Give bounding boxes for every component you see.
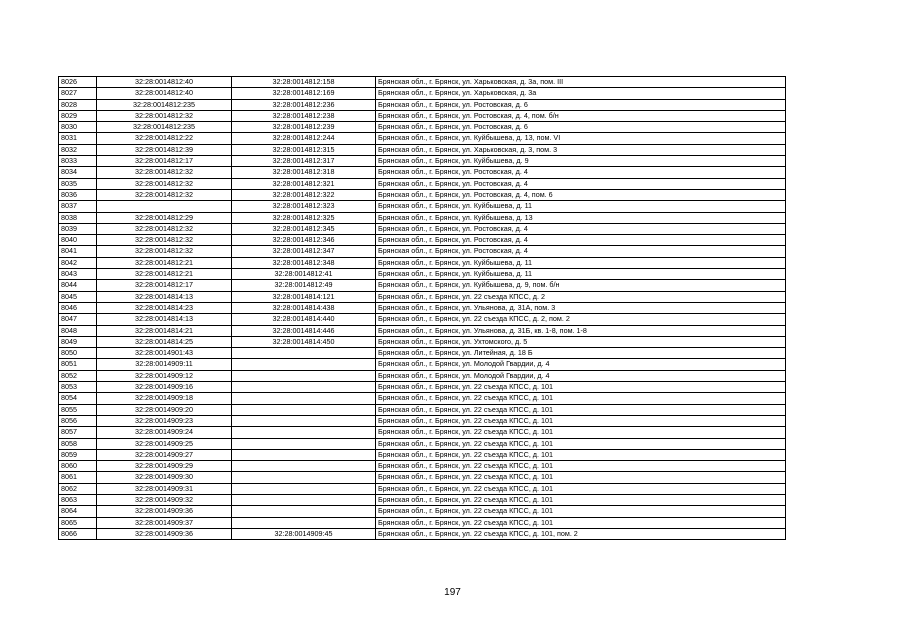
address-cell: Брянская обл., г. Брянск, ул. Куйбышева, д. 11 — [376, 269, 786, 280]
cadastral-number-cell: 32:28:0014812:325 — [232, 212, 376, 223]
parent-cadastral-number-cell: 32:28:0014812:39 — [97, 144, 232, 155]
address-cell: Брянская обл., г. Брянск, ул. Ульянова, д. 31Б, кв. 1-8, пом. 1-8 — [376, 325, 786, 336]
row-number-cell: 8031 — [59, 133, 97, 144]
address-cell: Брянская обл., г. Брянск, ул. Ухтомского, д. 5 — [376, 336, 786, 347]
cadastral-number-cell — [232, 494, 376, 505]
address-cell: Брянская обл., г. Брянск, ул. Куйбышева, д. 11 — [376, 257, 786, 268]
address-cell: Брянская обл., г. Брянск, ул. 22 съезда КПСС, д. 101 — [376, 415, 786, 426]
address-cell: Брянская обл., г. Брянск, ул. 22 съезда КПСС, д. 101 — [376, 449, 786, 460]
row-number-cell: 8043 — [59, 269, 97, 280]
address-cell: Брянская обл., г. Брянск, ул. 22 съезда КПСС, д. 101 — [376, 472, 786, 483]
row-number-cell: 8044 — [59, 280, 97, 291]
row-number-cell: 8051 — [59, 359, 97, 370]
row-number-cell: 8059 — [59, 449, 97, 460]
parent-cadastral-number-cell: 32:28:0014812:21 — [97, 257, 232, 268]
parent-cadastral-number-cell: 32:28:0014812:21 — [97, 269, 232, 280]
parent-cadastral-number-cell — [97, 201, 232, 212]
cadastral-number-cell: 32:28:0014812:322 — [232, 189, 376, 200]
cadastral-number-cell: 32:28:0014812:244 — [232, 133, 376, 144]
address-cell: Брянская обл., г. Брянск, ул. Куйбышева, д. 9, пом. б/н — [376, 280, 786, 291]
cadastral-number-cell: 32:28:0014812:317 — [232, 156, 376, 167]
row-number-cell: 8057 — [59, 427, 97, 438]
address-cell: Брянская обл., г. Брянск, ул. 22 съезда КПСС, д. 101 — [376, 404, 786, 415]
row-number-cell: 8062 — [59, 483, 97, 494]
table-row — [59, 156, 786, 167]
parent-cadastral-number-cell: 32:28:0014812:32 — [97, 223, 232, 234]
address-cell: Брянская обл., г. Брянск, ул. Ростовская, д. 4 — [376, 246, 786, 257]
address-cell: Брянская обл., г. Брянск, ул. 22 съезда КПСС, д. 101 — [376, 393, 786, 404]
row-number-cell: 8048 — [59, 325, 97, 336]
cadastral-number-cell: 32:28:0014812:239 — [232, 122, 376, 133]
table-row — [59, 393, 786, 404]
page-number: 197 — [444, 587, 461, 598]
cadastral-number-cell — [232, 427, 376, 438]
row-number-cell: 8040 — [59, 235, 97, 246]
table-row — [59, 461, 786, 472]
row-number-cell: 8045 — [59, 291, 97, 302]
cadastral-number-cell — [232, 438, 376, 449]
table-row — [59, 483, 786, 494]
parent-cadastral-number-cell: 32:28:0014909:24 — [97, 427, 232, 438]
row-number-cell: 8060 — [59, 461, 97, 472]
row-number-cell: 8066 — [59, 528, 97, 539]
row-number-cell: 8039 — [59, 223, 97, 234]
table-row — [59, 382, 786, 393]
cadastral-number-cell: 32:28:0014812:41 — [232, 269, 376, 280]
cadastral-number-cell: 32:28:0014909:45 — [232, 528, 376, 539]
parent-cadastral-number-cell: 32:28:0014814:23 — [97, 302, 232, 313]
address-cell: Брянская обл., г. Брянск, ул. 22 съезда КПСС, д. 101 — [376, 517, 786, 528]
row-number-cell: 8046 — [59, 302, 97, 313]
cadastral-number-cell — [232, 348, 376, 359]
table-row — [59, 110, 786, 121]
table-row — [59, 280, 786, 291]
parent-cadastral-number-cell: 32:28:0014909:12 — [97, 370, 232, 381]
cadastral-number-cell — [232, 472, 376, 483]
row-number-cell: 8063 — [59, 494, 97, 505]
cadastral-number-cell: 32:28:0014814:440 — [232, 314, 376, 325]
parent-cadastral-number-cell: 32:28:0014909:20 — [97, 404, 232, 415]
table-row — [59, 359, 786, 370]
cadastral-number-cell: 32:28:0014812:321 — [232, 178, 376, 189]
address-cell: Брянская обл., г. Брянск, ул. 22 съезда КПСС, д. 101 — [376, 494, 786, 505]
address-cell: Брянская обл., г. Брянск, ул. Куйбышева, д. 9 — [376, 156, 786, 167]
parent-cadastral-number-cell: 32:28:0014814:13 — [97, 291, 232, 302]
address-cell: Брянская обл., г. Брянск, ул. 22 съезда КПСС, д. 101 — [376, 506, 786, 517]
address-cell: Брянская обл., г. Брянск, ул. Харьковская, д. 3, пом. 3 — [376, 144, 786, 155]
address-cell: Брянская обл., г. Брянск, ул. 22 съезда КПСС, д. 2, пом. 2 — [376, 314, 786, 325]
table-row — [59, 427, 786, 438]
row-number-cell: 8052 — [59, 370, 97, 381]
row-number-cell: 8026 — [59, 77, 97, 88]
cadastral-number-cell: 32:28:0014814:446 — [232, 325, 376, 336]
row-number-cell: 8061 — [59, 472, 97, 483]
address-cell: Брянская обл., г. Брянск, ул. Ростовская, д. 4, пом. 6 — [376, 189, 786, 200]
table-row — [59, 314, 786, 325]
parent-cadastral-number-cell: 32:28:0014909:36 — [97, 506, 232, 517]
address-cell: Брянская обл., г. Брянск, ул. Ростовская, д. 4 — [376, 235, 786, 246]
row-number-cell: 8028 — [59, 99, 97, 110]
address-cell: Брянская обл., г. Брянск, ул. 22 съезда КПСС, д. 2 — [376, 291, 786, 302]
address-cell: Брянская обл., г. Брянск, ул. 22 съезда КПСС, д. 101 — [376, 438, 786, 449]
table-row — [59, 404, 786, 415]
address-cell: Брянская обл., г. Брянск, ул. Харьковская, д. 3а, пом. III — [376, 77, 786, 88]
parent-cadastral-number-cell: 32:28:0014909:25 — [97, 438, 232, 449]
parent-cadastral-number-cell: 32:28:0014812:32 — [97, 235, 232, 246]
table-row — [59, 167, 786, 178]
row-number-cell: 8035 — [59, 178, 97, 189]
row-number-cell: 8053 — [59, 382, 97, 393]
parent-cadastral-number-cell: 32:28:0014909:23 — [97, 415, 232, 426]
cadastral-number-cell: 32:28:0014812:236 — [232, 99, 376, 110]
row-number-cell: 8047 — [59, 314, 97, 325]
cadastral-number-cell: 32:28:0014812:315 — [232, 144, 376, 155]
cadastral-number-cell — [232, 382, 376, 393]
parent-cadastral-number-cell: 32:28:0014812:32 — [97, 189, 232, 200]
parent-cadastral-number-cell: 32:28:0014909:31 — [97, 483, 232, 494]
table-row — [59, 201, 786, 212]
cadastral-number-cell — [232, 517, 376, 528]
row-number-cell: 8030 — [59, 122, 97, 133]
parent-cadastral-number-cell: 32:28:0014812:32 — [97, 246, 232, 257]
address-cell: Брянская обл., г. Брянск, ул. 22 съезда КПСС, д. 101 — [376, 382, 786, 393]
row-number-cell: 8042 — [59, 257, 97, 268]
parent-cadastral-number-cell: 32:28:0014812:235 — [97, 99, 232, 110]
table-row — [59, 235, 786, 246]
row-number-cell: 8049 — [59, 336, 97, 347]
address-cell: Брянская обл., г. Брянск, ул. Ростовская, д. 4 — [376, 223, 786, 234]
parent-cadastral-number-cell: 32:28:0014814:21 — [97, 325, 232, 336]
cadastral-number-cell: 32:28:0014814:121 — [232, 291, 376, 302]
table-row — [59, 415, 786, 426]
cadastral-number-cell — [232, 359, 376, 370]
address-cell: Брянская обл., г. Брянск, ул. Ростовская, д. 4 — [376, 178, 786, 189]
parent-cadastral-number-cell: 32:28:0014909:32 — [97, 494, 232, 505]
cadastral-number-cell: 32:28:0014812:238 — [232, 110, 376, 121]
cadastral-number-cell: 32:28:0014812:348 — [232, 257, 376, 268]
table-row — [59, 438, 786, 449]
row-number-cell: 8058 — [59, 438, 97, 449]
table-row — [59, 122, 786, 133]
cadastral-number-cell — [232, 404, 376, 415]
cadastral-number-cell: 32:28:0014814:450 — [232, 336, 376, 347]
parent-cadastral-number-cell: 32:28:0014812:40 — [97, 77, 232, 88]
table-row — [59, 212, 786, 223]
row-number-cell: 8029 — [59, 110, 97, 121]
parent-cadastral-number-cell: 32:28:0014909:27 — [97, 449, 232, 460]
cadastral-number-cell: 32:28:0014812:318 — [232, 167, 376, 178]
table-row — [59, 528, 786, 539]
table-row — [59, 144, 786, 155]
row-number-cell: 8027 — [59, 88, 97, 99]
cadastral-number-cell: 32:28:0014812:345 — [232, 223, 376, 234]
row-number-cell: 8041 — [59, 246, 97, 257]
parent-cadastral-number-cell: 32:28:0014812:40 — [97, 88, 232, 99]
parent-cadastral-number-cell: 32:28:0014812:17 — [97, 156, 232, 167]
parent-cadastral-number-cell: 32:28:0014812:32 — [97, 110, 232, 121]
parent-cadastral-number-cell: 32:28:0014909:37 — [97, 517, 232, 528]
cadastral-number-cell — [232, 506, 376, 517]
table-row — [59, 506, 786, 517]
row-number-cell: 8050 — [59, 348, 97, 359]
address-cell: Брянская обл., г. Брянск, ул. Литейная, д. 18 Б — [376, 348, 786, 359]
table-row — [59, 257, 786, 268]
table-row — [59, 325, 786, 336]
table-row — [59, 88, 786, 99]
row-number-cell: 8055 — [59, 404, 97, 415]
row-number-cell: 8056 — [59, 415, 97, 426]
table-row — [59, 494, 786, 505]
cadastral-number-cell: 32:28:0014812:169 — [232, 88, 376, 99]
parent-cadastral-number-cell: 32:28:0014909:29 — [97, 461, 232, 472]
parent-cadastral-number-cell: 32:28:0014812:22 — [97, 133, 232, 144]
cadastral-number-cell — [232, 370, 376, 381]
table-row — [59, 370, 786, 381]
parent-cadastral-number-cell: 32:28:0014909:16 — [97, 382, 232, 393]
row-number-cell: 8038 — [59, 212, 97, 223]
address-cell: Брянская обл., г. Брянск, ул. Ростовская, д. 4 — [376, 167, 786, 178]
table-row — [59, 246, 786, 257]
parent-cadastral-number-cell: 32:28:0014901:43 — [97, 348, 232, 359]
address-cell: Брянская обл., г. Брянск, ул. 22 съезда КПСС, д. 101, пом. 2 — [376, 528, 786, 539]
table-row — [59, 472, 786, 483]
table-row — [59, 348, 786, 359]
row-number-cell: 8054 — [59, 393, 97, 404]
row-number-cell: 8037 — [59, 201, 97, 212]
address-cell: Брянская обл., г. Брянск, ул. Куйбышева, д. 13 — [376, 212, 786, 223]
cadastral-number-cell: 32:28:0014812:158 — [232, 77, 376, 88]
address-cell: Брянская обл., г. Брянск, ул. Молодой Гвардии, д. 4 — [376, 370, 786, 381]
address-cell: Брянская обл., г. Брянск, ул. Куйбышева, д. 13, пом. VI — [376, 133, 786, 144]
row-number-cell: 8032 — [59, 144, 97, 155]
parent-cadastral-number-cell: 32:28:0014814:13 — [97, 314, 232, 325]
table-row — [59, 449, 786, 460]
parent-cadastral-number-cell: 32:28:0014909:30 — [97, 472, 232, 483]
row-number-cell: 8065 — [59, 517, 97, 528]
address-cell: Брянская обл., г. Брянск, ул. Куйбышева, д. 11 — [376, 201, 786, 212]
address-cell: Брянская обл., г. Брянск, ул. 22 съезда КПСС, д. 101 — [376, 483, 786, 494]
address-cell: Брянская обл., г. Брянск, ул. Харьковская, д. 3а — [376, 88, 786, 99]
table-row — [59, 99, 786, 110]
table-row — [59, 291, 786, 302]
table-row — [59, 336, 786, 347]
address-cell: Брянская обл., г. Брянск, ул. Ростовская, д. 6 — [376, 99, 786, 110]
cadastral-number-cell: 32:28:0014812:49 — [232, 280, 376, 291]
cadastral-number-cell — [232, 483, 376, 494]
cadastral-number-cell: 32:28:0014812:347 — [232, 246, 376, 257]
table-row — [59, 517, 786, 528]
cadastral-number-cell — [232, 461, 376, 472]
table-row — [59, 189, 786, 200]
parent-cadastral-number-cell: 32:28:0014814:25 — [97, 336, 232, 347]
row-number-cell: 8036 — [59, 189, 97, 200]
table-row — [59, 178, 786, 189]
address-cell: Брянская обл., г. Брянск, ул. Молодой Гвардии, д. 4 — [376, 359, 786, 370]
parent-cadastral-number-cell: 32:28:0014909:11 — [97, 359, 232, 370]
row-number-cell: 8033 — [59, 156, 97, 167]
parent-cadastral-number-cell: 32:28:0014812:29 — [97, 212, 232, 223]
cadastral-number-cell: 32:28:0014812:346 — [232, 235, 376, 246]
cadastral-number-cell — [232, 415, 376, 426]
row-number-cell: 8034 — [59, 167, 97, 178]
table-row — [59, 302, 786, 313]
registry-table-body — [59, 77, 786, 540]
address-cell: Брянская обл., г. Брянск, ул. Ростовская, д. 4, пом. б/н — [376, 110, 786, 121]
cadastral-number-cell — [232, 449, 376, 460]
parent-cadastral-number-cell: 32:28:0014909:18 — [97, 393, 232, 404]
parent-cadastral-number-cell: 32:28:0014812:235 — [97, 122, 232, 133]
address-cell: Брянская обл., г. Брянск, ул. 22 съезда КПСС, д. 101 — [376, 461, 786, 472]
table-row — [59, 77, 786, 88]
address-cell: Брянская обл., г. Брянск, ул. Ульянова, д. 31А, пом. 3 — [376, 302, 786, 313]
table-row — [59, 223, 786, 234]
address-cell: Брянская обл., г. Брянск, ул. Ростовская, д. 6 — [376, 122, 786, 133]
cadastral-number-cell: 32:28:0014812:323 — [232, 201, 376, 212]
cadastral-number-cell: 32:28:0014814:438 — [232, 302, 376, 313]
registry-table — [58, 76, 786, 540]
row-number-cell: 8064 — [59, 506, 97, 517]
parent-cadastral-number-cell: 32:28:0014812:17 — [97, 280, 232, 291]
table-row — [59, 133, 786, 144]
parent-cadastral-number-cell: 32:28:0014812:32 — [97, 167, 232, 178]
address-cell: Брянская обл., г. Брянск, ул. 22 съезда КПСС, д. 101 — [376, 427, 786, 438]
parent-cadastral-number-cell: 32:28:0014812:32 — [97, 178, 232, 189]
table-row — [59, 269, 786, 280]
cadastral-number-cell — [232, 393, 376, 404]
parent-cadastral-number-cell: 32:28:0014909:36 — [97, 528, 232, 539]
